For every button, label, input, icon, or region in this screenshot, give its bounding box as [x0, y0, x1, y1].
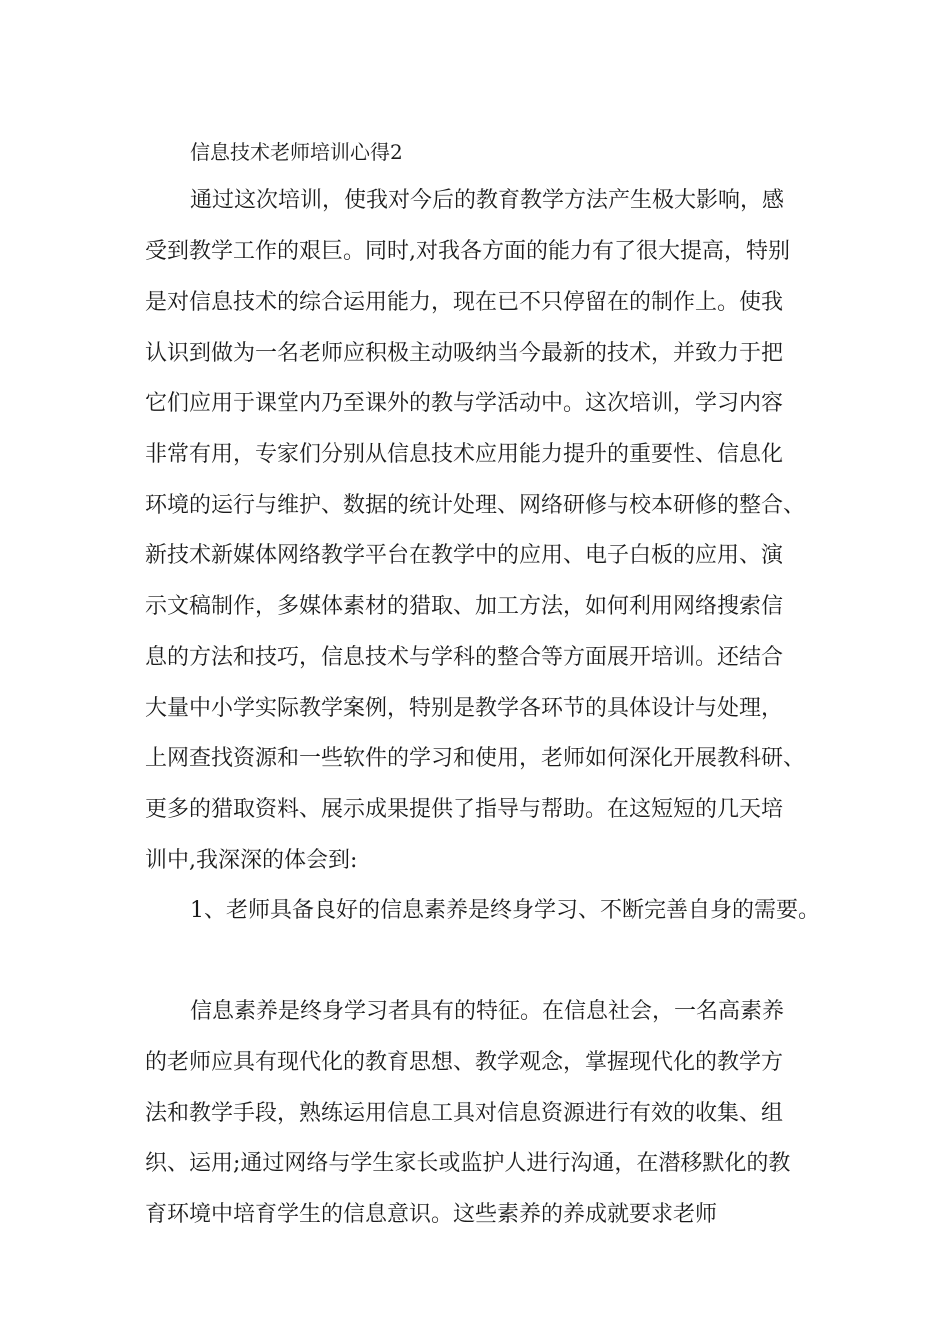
paragraph-line: 非常有用，专家们分别从信息技术应用能力提升的重要性、信息化 — [145, 442, 784, 467]
paragraph-line: 是对信息技术的综合运用能力，现在已不只停留在的制作上。使我 — [145, 290, 784, 315]
paragraph-line: 环境的运行与维护、数据的统计处理、网络研修与校本研修的整合、 — [145, 493, 806, 518]
paragraph-line: 它们应用于课堂内乃至课外的教与学活动中。这次培训，学习内容 — [145, 391, 784, 416]
paragraph-line: 通过这次培训，使我对今后的教育教学方法产生极大影响，感 — [190, 188, 785, 213]
document-title: 信息技术老师培训心得2 — [190, 140, 403, 164]
paragraph-line: 训中,我深深的体会到: — [145, 848, 358, 873]
paragraph-line: 上网查找资源和一些软件的学习和使用，老师如何深化开展教科研、 — [145, 746, 806, 771]
paragraph-line: 信息素养是终身学习者具有的特征。在信息社会，一名高素养 — [190, 999, 785, 1024]
paragraph-line: 育环境中培育学生的信息意识。这些素养的养成就要求老师 — [145, 1202, 718, 1227]
point-1: 1、老师具备良好的信息素养是终身学习、不断完善自身的需要。 — [190, 898, 820, 923]
paragraph-line: 的老师应具有现代化的教育思想、教学观念，掌握现代化的教学方 — [145, 1050, 784, 1075]
paragraph-line: 示文稿制作，多媒体素材的猎取、加工方法，如何利用网络搜索信 — [145, 594, 784, 619]
paragraph-line: 受到教学工作的艰巨。同时,对我各方面的能力有了很大提高，特别 — [145, 239, 790, 264]
paragraph-line: 法和教学手段，熟练运用信息工具对信息资源进行有效的收集、组 — [145, 1101, 784, 1126]
paragraph-line: 织、运用;通过网络与学生家长或监护人进行沟通，在潜移默化的教 — [145, 1151, 791, 1176]
paragraph-line: 更多的猎取资料、展示成果提供了指导与帮助。在这短短的几天培 — [145, 797, 784, 822]
paragraph-line: 大量中小学实际教学案例，特别是教学各环节的具体设计与处理， — [145, 696, 784, 721]
paragraph-line: 新技术新媒体网络教学平台在教学中的应用、电子白板的应用、演 — [145, 543, 784, 568]
paragraph-line: 认识到做为一名老师应积极主动吸纳当今最新的技术，并致力于把 — [145, 341, 784, 366]
paragraph-line: 息的方法和技巧，信息技术与学科的整合等方面展开培训。还结合 — [145, 645, 784, 670]
